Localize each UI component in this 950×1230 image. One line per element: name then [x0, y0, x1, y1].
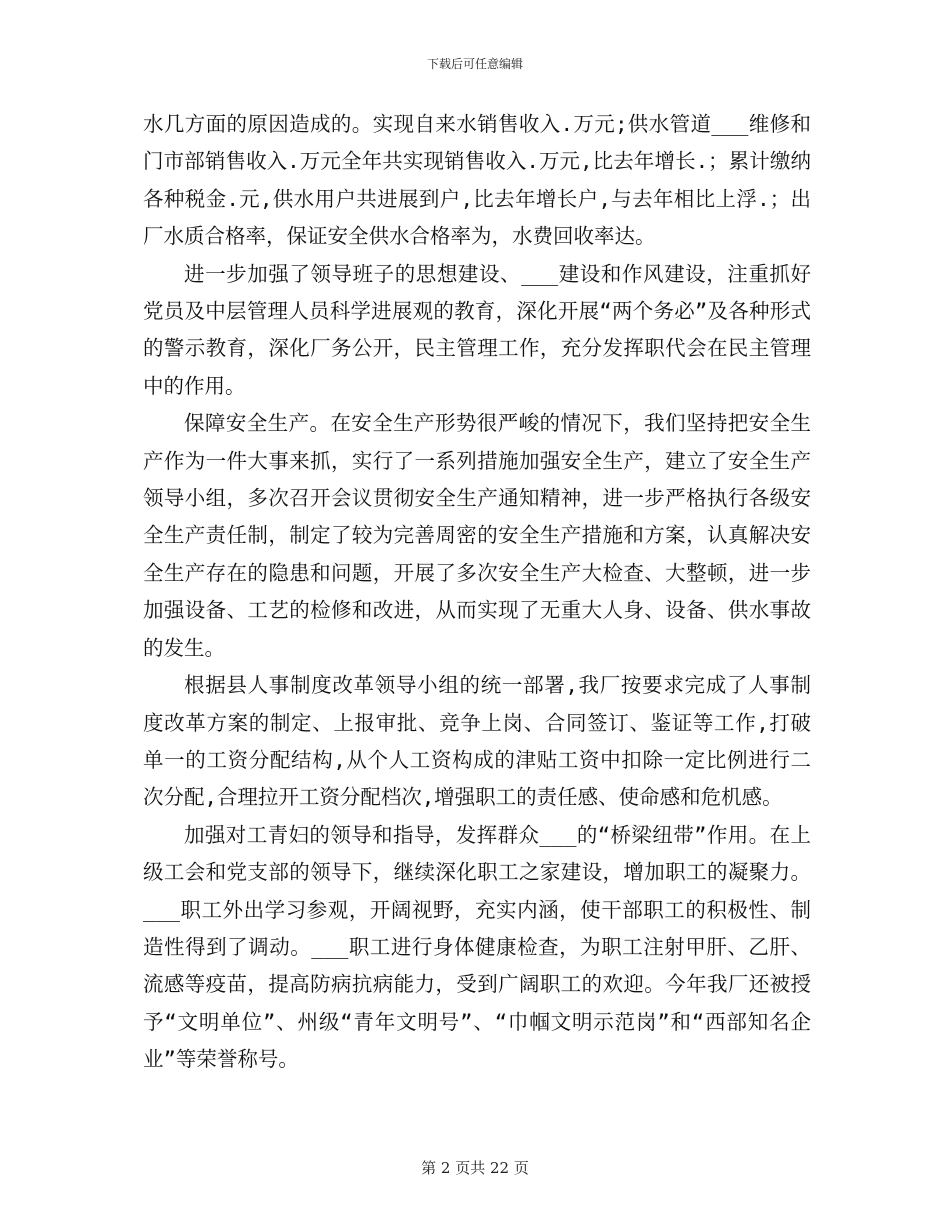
page-header: 下载后可任意编辑: [426, 57, 523, 71]
paragraph-leadership: 进一步加强了领导班子的思想建设、___建设和作风建设，注重抓好党员及中层管理人员科学进展观的教育，深化开展“两个务必”及各种形式的警示教育，深化厂务公开，民主管理工作，充分发挥职代会在民主管理中的作用。: [143, 261, 811, 398]
paragraph-continued: 水几方面的原因造成的。实现自来水销售收入.万元;供水管道___维修和门市部销售收入.万元全年共实现销售收入.万元,比去年增长.；累计缴纳各种税金.元,供水用户共进展到户,比去年增长户,与去年相比上浮.；出厂水质合格率，保证安全供水合格率为，水费回收率达。: [143, 112, 811, 249]
page-footer: 第 2 页共 22 页: [421, 1159, 529, 1177]
document-body: [143, 106, 811, 1079]
paragraph-union-work: 加强对工青妇的领导和指导，发挥群众___的“桥梁纽带”作用。在上级工会和党支部的领导下，继续深化职工之家建设，增加职工的凝聚力。___职工外出学习参观，开阔视野，充实内涵，使干部职工的积极性、制造性得到了调动。___职工进行身体健康检查，为职工注射甲肝、乙肝、流感等疫苗，提高防病抗病能力，受到广阔职工的欢迎。今年我厂还被授予“文明单位”、州级“青年文明号”、“巾帼文明示范岗”和“西部知名企业”等荣誉称号。: [143, 822, 811, 1072]
paragraph-safety: 保障安全生产。在安全生产形势很严峻的情况下，我们坚持把安全生产作为一件大事来抓，实行了一系列措施加强安全生产，建立了安全生产领导小组，多次召开会议贯彻安全生产通知精神，进一步严格执行各级安全生产责任制，制定了较为完善周密的安全生产措施和方案，认真解决安全生产存在的隐患和问题，开展了多次安全生产大检查、大整顿，进一步加强设备、工艺的检修和改进，从而实现了无重大人身、设备、供水事故的发生。: [143, 411, 811, 660]
paragraph-personnel-reform: 根据县人事制度改革领导小组的统一部署,我厂按要求完成了人事制度改革方案的制定、上报审批、竞争上岗、合同签订、鉴证等工作,打破单一的工资分配结构,从个人工资构成的津贴工资中扣除一定比例进行二次分配,合理拉开工资分配档次,增强职工的责任感、使命感和危机感。: [143, 673, 811, 810]
